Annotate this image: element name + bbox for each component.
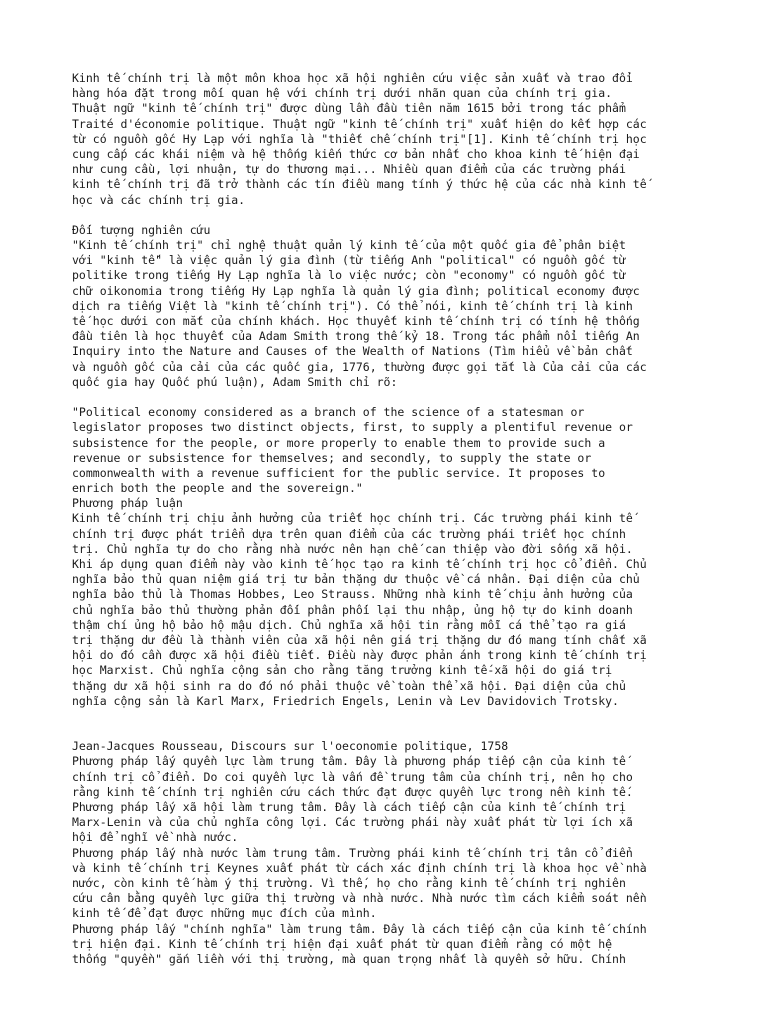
quote-line: legislator proposes two distinct objects, first, to supply a plentiful revenue or [72,420,633,435]
text-line: dịch ra tiếng Việt là "kinh tế chính trị"). Có thể nói, kinh tế chính trị là kinh [72,298,633,313]
section-doi-tuong [72,223,712,390]
text-line: kinh tế chính trị đã trở thành các tín điều mang tính ý thức hệ của các nhà kinh tế [72,177,647,192]
text-line: với "kinh tế" là việc quản lý gia đình (từ tiếng Anh "political" có nguồn gốc từ [72,253,626,268]
document-page [72,71,712,967]
text-line: thậm chí ủng hộ bảo hộ mậu dịch. Chủ nghĩa xã hội tin rằng mỗi cá thể tạo ra giá [72,617,626,632]
text-line: học Marxist. Chủ nghĩa cộng sản cho rằng tăng trưởng kinh tế-xã hội do giá trị [72,663,613,678]
text-line: "Kinh tế chính trị" chỉ nghệ thuật quản lý kinh tế của một quốc gia để phân biệt [72,238,626,253]
text-line: Kinh tế chính trị là một môn khoa học xã hội nghiên cứu việc sản xuất và trao đổi [72,71,633,85]
text-line: Khi áp dụng quan điểm này vào kinh tế học tạo ra kinh tế chính trị học cổ điển. Chủ [72,557,647,571]
text-line: Phương pháp lấy quyền lực làm trung tâm. Đây là phương pháp tiếp cận của kinh tế [72,754,626,769]
text-line: nước, còn kinh tế hàm ý thị trường. Vì thế, họ cho rằng kinh tế chính trị nghiên [72,875,626,890]
text-line: Thuật ngữ "kinh tế chính trị" được dùng lần đầu tiên năm 1615 bởi trong tác phẩm [72,101,626,116]
text-line: kinh tế để đạt được những mục đích của mình. [72,906,377,921]
quote-line: commonwealth with a revenue sufficient for the public service. It proposes to [72,465,606,480]
text-line: Kinh tế chính trị chịu ảnh hưởng của triết học chính trị. Các trường phái kinh tế [72,511,633,526]
text-line: và kinh tế chính trị Keynes xuất phát từ cách xác định chính trị là khoa học về nhà [72,860,647,875]
quote-line: enrich both the people and the sovereign." [72,481,363,496]
text-line: đầu tiên là học thuyết của Adam Smith trong thế kỷ 18. Trong tác phẩm nổi tiếng An [72,329,640,344]
text-line: nghĩa cộng sản là Karl Marx, Friedrich Engels, Lenin và Lev Davidovich Trotsky. [72,693,619,708]
text-line: thặng dư xã hội sinh ra do đó nó phải thuộc về toàn thể xã hội. Đại diện của chủ [72,678,626,693]
citation-line: Jean-Jacques Rousseau, Discours sur l'oeconomie politique, 1758 [72,739,509,754]
text-line: từ có nguồn gốc Hy Lạp với nghĩa là "thiết chế chính trị"[1]. Kinh tế chính trị học [72,131,647,146]
text-line: tế học dưới con mắt của chính khách. Học thuyết kinh tế chính trị có tính hệ thống [72,314,640,328]
text-line: quốc gia hay Quốc phú luận), Adam Smith chỉ rõ: [72,374,398,389]
text-line: chính trị cổ điển. Do coi quyền lực là vấn đề trung tâm của chính trị, nên họ cho [72,769,633,784]
quote-line: subsistence for the people, or more properly to enable them to provide such a [72,435,606,450]
blank-line [72,709,712,724]
section-heading: Đối tượng nghiên cứu [72,222,211,237]
text-line: chữ oikonomia trong tiếng Hy Lạp nghĩa là quản lý gia đình; political economy được [72,283,640,298]
quote-line: revenue or subsistence for themselves; and secondly, to supply the state or [72,450,592,465]
text-line: hội để nghĩ về nhà nước. [72,830,239,845]
text-line: cứu cân bằng quyền lực giữa thị trường và nhà nước. Nhà nước tìm cách kiểm soát nền [72,891,647,906]
rousseau-and-approaches [72,739,712,967]
blank-line [72,724,712,739]
text-line: Traité d'économie politique. Thuật ngữ "kinh tế chính trị" xuất hiện do kết hợp các [72,116,647,131]
quote-and-phuong-phap [72,405,712,709]
text-line: nghĩa bảo thủ quan niệm giá trị tư bản thặng dư thuộc về cá nhân. Đại diện của chủ [72,572,640,587]
text-line: trị thặng dư đều là thành viên của xã hội nên giá trị thặng dư đó mang tính chất xã [72,632,647,647]
text-line: Phương pháp lấy xã hội làm trung tâm. Đây là cách tiếp cận của kinh tế chính trị [72,800,626,814]
intro-paragraph [72,71,712,208]
blank-line [72,208,712,223]
text-line: Phương pháp lấy "chính nghĩa" làm trung tâm. Đây là cách tiếp cận của kinh tế chính [72,921,647,936]
text-line: politike trong tiếng Hy Lạp nghĩa là lo việc nước; còn "economy" có nguồn gốc từ [72,268,626,283]
text-line: Inquiry into the Nature and Causes of the Wealth of Nations (Tìm hiểu về bản chất [72,344,633,359]
text-line: chủ nghĩa bảo thủ thường phản đối phân phối lại thu nhập, ủng hộ tự do kinh doanh [72,602,633,617]
text-line: thống "quyền" gắn liền với thị trường, mà quan trọng nhất là quyền sở hữu. Chính [72,951,626,966]
text-line: nghĩa bảo thủ là Thomas Hobbes, Leo Strauss. Những nhà kinh tế chịu ảnh hưởng của [72,587,633,602]
text-line: rằng kinh tế chính trị nghiên cứu cách thức đạt được quyền lực trong nền kinh tế. [72,784,633,799]
text-line: hội do đó cần được xã hội điều tiết. Điều này được phản ánh trong kinh tế chính trị [72,648,647,663]
quote-line: "Political economy considered as a branch of the science of a statesman or [72,405,585,420]
blank-line [72,390,712,405]
text-line: và nguồn gốc của cải của các quốc gia, 1776, thường được gọi tắt là Của cải của các [72,359,647,374]
text-line: Phương pháp lấy nhà nước làm trung tâm. Trường phái kinh tế chính trị tân cổ điển [72,845,633,860]
text-line: Marx-Lenin và của chủ nghĩa công lợi. Các trường phái này xuất phát từ lợi ích xã [72,815,633,830]
text-line: trị hiện đại. Kinh tế chính trị hiện đại xuất phát từ quan điểm rằng có một hệ [72,936,613,951]
text-line: như cung cầu, lợi nhuận, tự do thương mại... Nhiều quan điểm của các trường phái [72,162,626,177]
text-line: học và các chính trị gia. [72,192,246,207]
section-heading: Phương pháp luận [72,496,183,511]
text-line: chính trị được phát triển dựa trên quan điểm của các trường phái triết học chính [72,526,626,541]
text-line: trị. Chủ nghĩa tự do cho rằng nhà nước nên hạn chế can thiệp vào đời sống xã hội. [72,541,633,556]
text-line: hàng hóa đặt trong mối quan hệ với chính trị dưới nhãn quan của chính trị gia. [72,86,613,101]
text-line: cung cấp các khái niệm và hệ thống kiến thức cơ bản nhất cho khoa kinh tế hiện đại [72,146,640,161]
